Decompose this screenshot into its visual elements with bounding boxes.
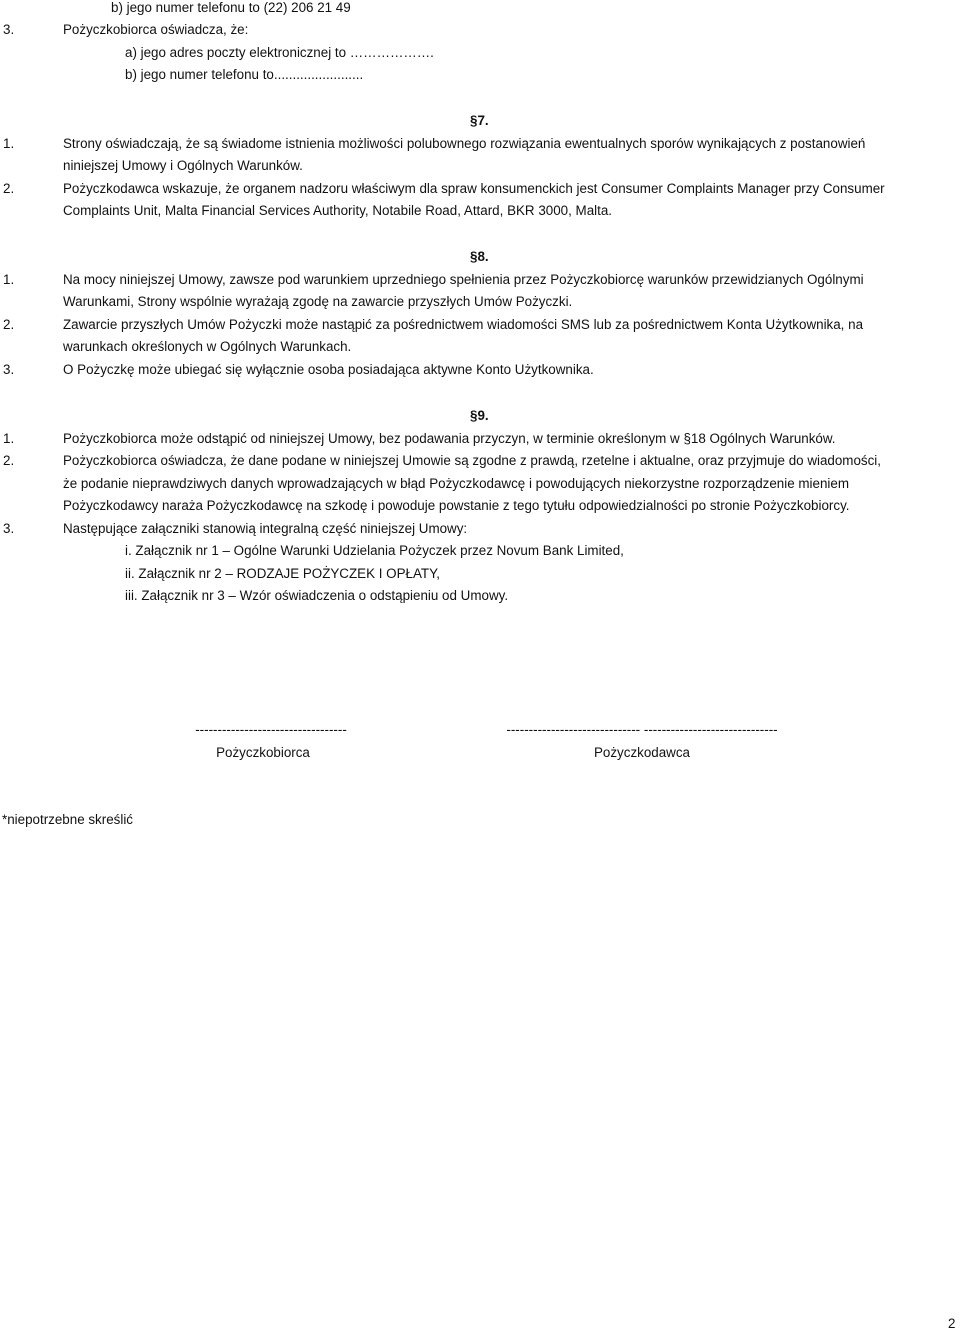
sec9-p2-line3: Pożyczkodawcy naraża Pożyczkodawcę na szkodę i powoduje powstanie z tego tytułu odpowiedzialności po stronie Pożyczkobiorcy. (63, 498, 850, 513)
page-number: 2 (948, 1316, 956, 1331)
section-9-heading: §9. (470, 408, 489, 423)
item-number: 1. (3, 136, 15, 151)
borrower-signature-line: ---------------------------------- (195, 722, 347, 737)
item-number: 2. (3, 317, 15, 332)
item-number: 1. (3, 431, 15, 446)
attachment-3: iii. Załącznik nr 3 – Wzór oświadczenia o odstąpieniu od Umowy. (125, 588, 509, 603)
sec8-p3-line1: O Pożyczkę może ubiegać się wyłącznie osoba posiadająca aktywne Konto Użytkownika. (63, 362, 594, 377)
item-number: 3. (3, 22, 15, 37)
sec9-p2-line1: Pożyczkobiorca oświadcza, że dane podane w niniejszej Umowie są zgodne z prawdą, rzetelne i aktualne, oraz przyjmuje do wiadomości, (63, 453, 881, 468)
sec9-p2-line2: że podanie nieprawdziwych danych wprowadzających w błąd Pożyczkodawcę i powodujących niekorzystne rozporządzenie mieniem (63, 476, 849, 491)
borrower-phone-line: b) jego numer telefonu to........................ (125, 67, 364, 82)
item-number: 3. (3, 362, 15, 377)
sec8-p2-line2: warunkach określonych w Ogólnych Warunkach. (63, 339, 352, 354)
item-number: 2. (3, 181, 15, 196)
attachment-2: ii. Załącznik nr 2 – RODZAJE POŻYCZEK I OPŁATY, (125, 566, 441, 581)
sec7-p2-line1: Pożyczkodawca wskazuje, że organem nadzoru właściwym dla spraw konsumenckich jest Consumer Complaints Manager przy Consumer (63, 181, 885, 196)
item-number: 1. (3, 272, 15, 287)
borrower-declares-heading: Pożyczkobiorca oświadcza, że: (63, 22, 249, 37)
sec9-p1-line1: Pożyczkobiorca może odstąpić od niniejszej Umowy, bez podawania przyczyn, w terminie określonym w §18 Ogólnych Warunków. (63, 431, 836, 446)
section-8-heading: §8. (470, 249, 489, 264)
lender-signature-line: ------------------------------ ------------------------------ (506, 722, 778, 737)
attachment-1: i. Załącznik nr 1 – Ogólne Warunki Udzielania Pożyczek przez Novum Bank Limited, (125, 543, 624, 558)
lender-signature-label: Pożyczkodawca (593, 745, 690, 760)
footnote: *niepotrzebne skreślić (2, 812, 133, 827)
sec8-p1-line1: Na mocy niniejszej Umowy, zawsze pod warunkiem uprzedniego spełnienia przez Pożyczkobiorcę warunków przewidzianych Ogólnymi (63, 272, 864, 287)
borrower-signature-label: Pożyczkobiorca (216, 745, 310, 760)
borrower-email-line: a) jego adres poczty elektronicznej to ………………. (125, 45, 434, 60)
lender-phone-line: b) jego numer telefonu to (22) 206 21 49 (111, 0, 351, 15)
item-number: 2. (3, 453, 15, 468)
item-number: 3. (3, 521, 15, 536)
sec7-p2-line2: Complaints Unit, Malta Financial Services Authority, Notabile Road, Attard, BKR 3000, Malta. (63, 203, 613, 218)
sec8-p1-line2: Warunkami, Strony wspólnie wyrażają zgodę na zawarcie przyszłych Umów Pożyczki. (63, 294, 573, 309)
section-7-heading: §7. (470, 113, 489, 128)
sec8-p2-line1: Zawarcie przyszłych Umów Pożyczki może nastąpić za pośrednictwem wiadomości SMS lub za pośrednictwem Konta Użytkownika, na (63, 317, 864, 332)
sec7-p1-line2: niniejszej Umowy i Ogólnych Warunków. (63, 158, 303, 173)
sec7-p1-line1: Strony oświadczają, że są świadome istnienia możliwości polubownego rozwiązania ewentualnych sporów wynikających z postanowień (63, 136, 866, 151)
sec9-p3-line1: Następujące załączniki stanowią integralną część niniejszej Umowy: (63, 521, 468, 536)
